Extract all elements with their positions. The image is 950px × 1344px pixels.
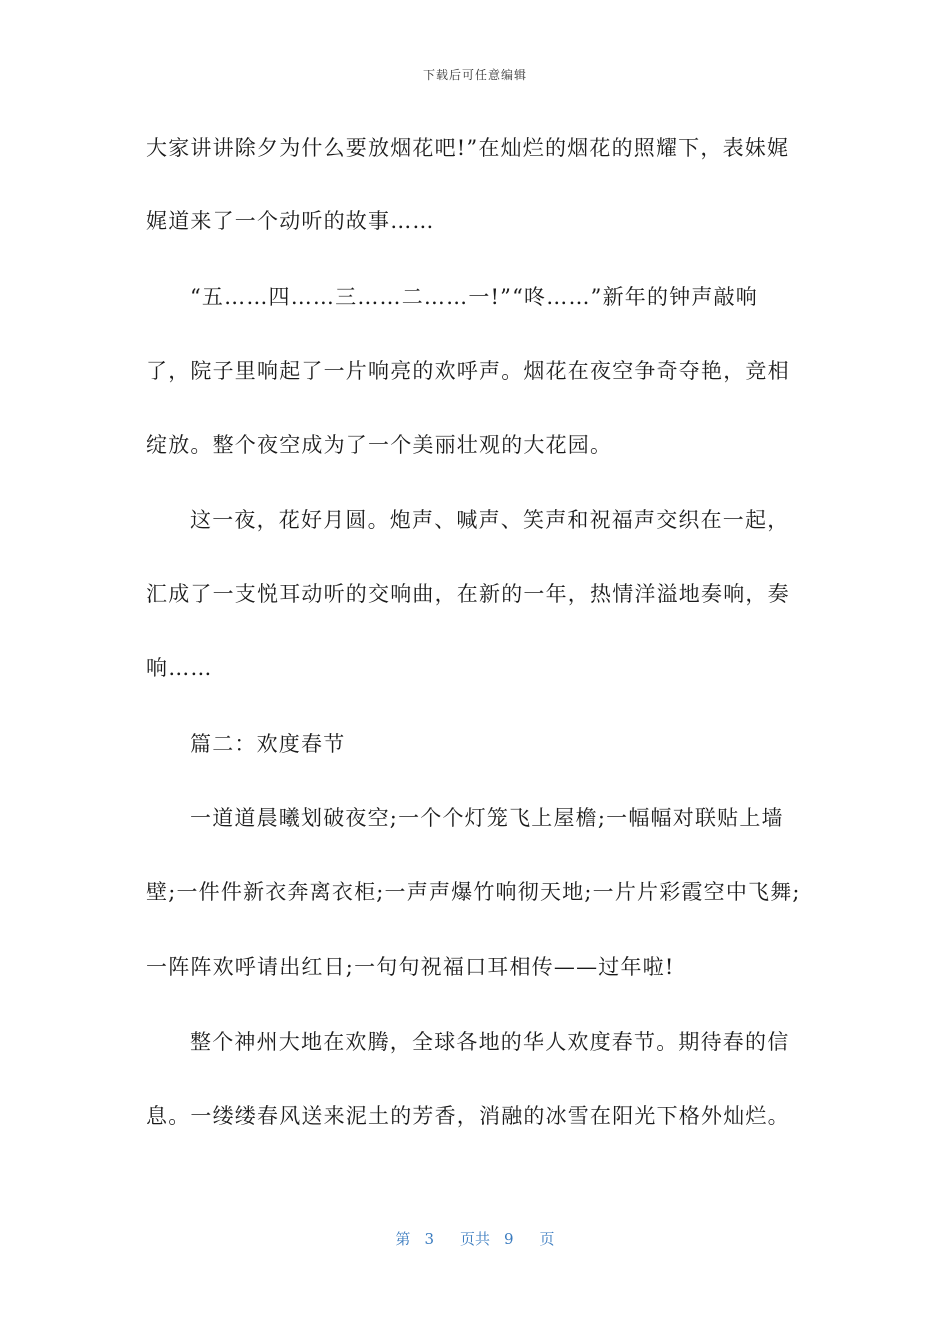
text-line: 了，院子里响起了一片响亮的欢呼声。烟花在夜空争奇夺艳，竞相 — [146, 359, 790, 383]
section-heading: 篇二：欢度春节 — [190, 732, 346, 756]
text-line: 大家讲讲除夕为什么要放烟花吧!”在灿烂的烟花的照耀下，表妹娓 — [146, 136, 790, 160]
text-line: 汇成了一支悦耳动听的交响曲，在新的一年，热情洋溢地奏响，奏 — [146, 582, 790, 606]
text-line: 这一夜，花好月圆。炮声、喊声、笑声和祝福声交织在一起， — [190, 508, 790, 532]
text-line: 一道道晨曦划破夜空;一个个灯笼飞上屋檐;一幅幅对联贴上墙 — [190, 806, 784, 830]
text-line: 壁;一件件新衣奔离衣柜;一声声爆竹响彻天地;一片片彩霞空中飞舞; — [146, 880, 801, 904]
text-line: 绽放。整个夜空成为了一个美丽壮观的大花园。 — [146, 433, 613, 457]
text-line: 响…… — [146, 656, 213, 680]
page-header: 下载后可任意编辑 — [422, 68, 527, 82]
total-pages-number: 9 — [504, 1230, 514, 1248]
text-line: 娓道来了一个动听的故事…… — [146, 209, 435, 233]
current-page-number: 3 — [424, 1230, 434, 1248]
text-line: 整个神州大地在欢腾，全球各地的华人欢度春节。期待春的信 — [190, 1030, 790, 1054]
text-line: “五……四……三……二……一!”“咚……”新年的钟声敲响 — [190, 285, 758, 309]
footer-prefix: 第 — [395, 1230, 411, 1248]
footer-middle: 页共 — [459, 1230, 490, 1248]
page-footer — [0, 1228, 950, 1249]
text-line: 一阵阵欢呼请出红日;一句句祝福口耳相传——过年啦! — [146, 955, 675, 979]
text-line: 息。一缕缕春风送来泥土的芳香，消融的冰雪在阳光下格外灿烂。 — [146, 1104, 790, 1128]
footer-suffix: 页 — [539, 1230, 555, 1248]
